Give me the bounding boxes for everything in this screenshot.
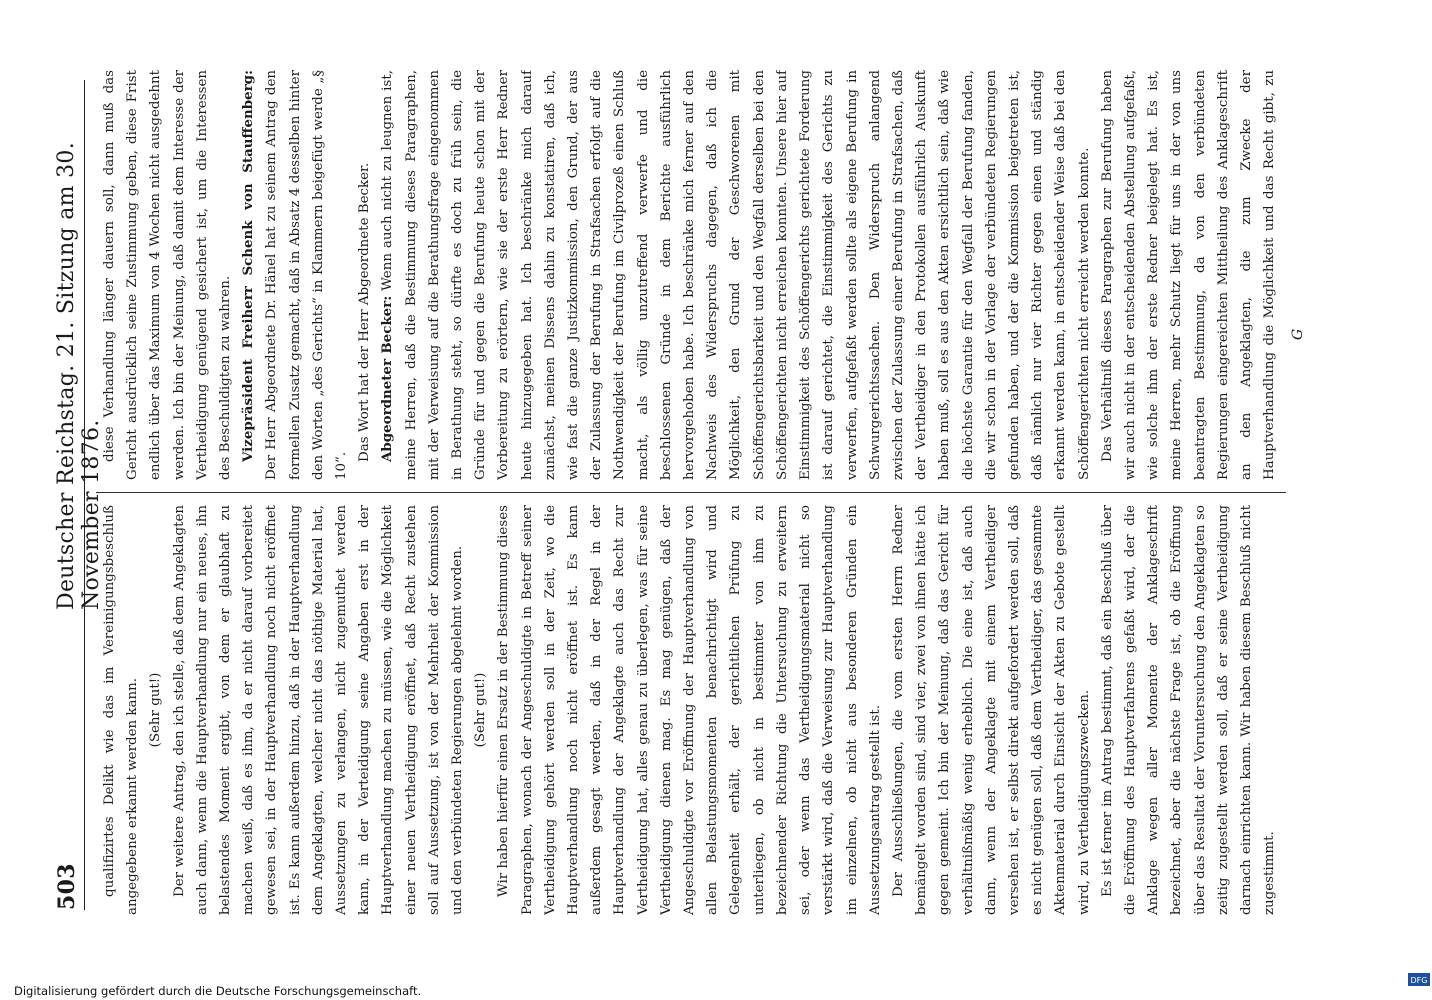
paragraph-text: Der weitere Antrag, den ich stelle, daß dem Angeklagten auch dann, wenn die Hauptverhandlung nur ein neues, ihn belastendes Moment ergibt, von dem er glaubhaft zu machen weiß, daß es ihm, da er nicht darauf vorbereitet gewesen sei, in der Hauptverhandlung noch nicht eröffnet ist. Es kann außerdem hinzu, daß in der Hauptverhandlung dem Angeklagten, welcher nicht das nöthige Material hat, Aussetzungen zu verlangen, nicht zugemuthet werden kann, in der Verteidigung seine Angaben erst in der Hauptverhandlung machen zu müssen, wie die Möglichkeit einer neuen Vertheidigung eröffnet, daß Recht zustehen soll auf Aussetzung, ist von der Mehrheit der Kommission und den verbündeten Regierungen abgelehnt worden. xyxy=(171,505,466,915)
paragraph xyxy=(1096,505,1278,915)
paragraph-text: qualifizirtes Delikt wie das im Vereinigungsbeschluß angegebene erkannt werden kann. xyxy=(102,505,141,915)
paragraph xyxy=(353,70,376,480)
paragraph-text: Der Ausschließungen, die vom ersten Herrn Redner bemängelt worden sind, sind vier, zwei von ihnen hätte ich gegen gemeint. Ich bin der Meinung, daß das Gericht für verhältnißmäßig wenig erheblich. Die eine ist, daß auch dann, wenn der Angeklagte mit einem Vertheidiger versehen ist, er selbst direkt aufgefordert werden soll, daß es nicht genügen soll, daß dem Vertheidiger, das gesammte Aktenmaterial durch Einsicht der Akten zu Gebote gestellt wird, zu Vertheidigungszwecken. xyxy=(890,505,1092,915)
paragraph xyxy=(492,505,886,915)
paragraph xyxy=(887,505,1096,915)
digitization-note: Digitalisierung gefördert durch die Deutsche Forschungsgemeinschaft. xyxy=(14,984,422,998)
paragraph-text: Wenn auch nicht zu leugnen ist, meine Herren, daß die Bestimmung dieses Paragraphen, mit der Verweisung auf die Berathungsfrage eingenommen in Berathung steht, so dürfte es doch zu früh sein, die Gründe für und gegen die Berufung heute schon mit der Vorbereitung zu erörtern, wie sie der erste Herr Redner heute hinzugegeben hat. Ich beschränke mich darauf zunächst, meinen Dissens dahin zu konstatiren, daß ich, wie fast die ganze Justizkommission, den Grund, der aus der Zulassung der Berufung in Strafsachen erfolgt auf die Nothwendigkeit der Berufung im Civilprozeß einen Schluß macht, als völlig unzutreffend verwerfe und die beschlossenen Gründe in dem Berichte ausführlich hervorgehoben habe. Ich beschränke mich ferner auf den Nachweis des Widerspruchs dagegen, daß ich die Möglichkeit, den Grund der Geschworenen mit Schöffengerichtsbarkeit und den Wegfall derselben bei den Schöffengerichten nicht erreichen konnten. Unsere hier auf Einstimmigkeit des Schöffengerichts gerichtete Forderung ist darauf gerichtet, die Einstimmigkeit des Gerichts zu verwerfen, aufgefaßt werden sollte als eigene Berufung in Schwurgerichtssachen. Den Widerspruch anlangend zwischen der Zulassung einer Berufung in Strafsachen, daß der Vertheidiger in den Protokollen ausführlich Auskunft haben muß, soll es aus den Akten ersichtlich sein, daß wie die höchste Garantie für den Wegfall der Berufung fanden, die wir schon in der Vorlage der verbündeten Regierungen gefunden haben, und der die Kommission beigetreten ist, daß nämlich nur vier Richter gegen einen und ständig erkannt werden kann, in entscheidender Weise daß bei den Schöffengerichten nicht erreicht werden konnte. xyxy=(380,70,1092,480)
paragraph xyxy=(237,70,353,480)
paragraph xyxy=(168,505,470,915)
paragraph xyxy=(144,505,167,915)
text-column-right xyxy=(98,70,1278,480)
paragraph-text: (Sehr gut!) xyxy=(473,672,489,748)
paragraph xyxy=(469,505,492,915)
paragraph xyxy=(1096,70,1278,480)
text-column-left xyxy=(98,505,1278,915)
speaker-name: Vizepräsident Freiherr Schenk von Stauffenberg: xyxy=(240,70,257,462)
signature-mark: G xyxy=(1290,328,1306,340)
paragraph-text: Das Verhältniß dieses Paragraphen zur Berufung haben wir auch nicht in der entscheidenden Abstellung aufgefaßt, wie solche ihm der erste Redner beigelegt hat. Es ist, meine Herren, mehr Schutz liegt für uns in der von uns beantragten Bestimmung, da von den verbündeten Regierungen eingereichten Mittheilung des Anklageschrift an den Angeklagten, die zum Zwecke der Hauptverhandlung die Möglichkeit und das Recht gibt, zu xyxy=(1099,70,1278,480)
paragraph-text: diese Verhandlung länger dauern soll, dann muß das Gericht ausdrücklich seine Zustimmung geben, diese Frist endlich über das Maximum von 4 Wochen nicht ausgedehnt werden. Ich bin der Meinung, daß damit dem Interesse der Vertheidigung genügend gesichert ist, um die Interessen des Beschuldigten zu wahren. xyxy=(102,70,234,480)
page-number: 503 xyxy=(54,863,80,910)
column-divider xyxy=(96,492,1286,493)
header-rule xyxy=(84,80,85,910)
paragraph xyxy=(376,70,1095,480)
paragraph-text: Wir haben hierfür einen Ersatz in der Bestimmung dieses Paragraphen, wonach der Angeschuldigte in Betreff seiner Vertheidigung gehört werden soll in der Zeit, wo die Hauptverhandlung noch nicht eröffnet ist. Es kann außerdem gesagt werden, daß in der Regel in der Hauptverhandlung der Angeklagte auch das Recht zur Vertheidigung hat, alles genau zu überlegen, was für seine Vertheidigung dienen mag. Es mag genügen, daß der Angeschuldigte vor Eröffnung der Hauptverhandlung von allen Belastungsmomenten benachrichtigt wird und Gelegenheit erhält, der gerichtlichen Prüfung zu unterliegen, ob nicht in bestimmter von ihm zu bezeichnender Richtung die Untersuchung zu erweitern sei, oder wenn das Vertheidigungsmaterial nicht so verstärkt wird, daß die Verweisung zur Hauptverhandlung im einzelnen, ob nicht aus besonderen Gründen ein Aussetzungsantrag gestellt ist. xyxy=(496,505,883,915)
speaker-name: Abgeordneter Becker: xyxy=(379,295,396,462)
paragraph-text: (Sehr gut!) xyxy=(148,672,164,748)
paragraph-text: Das Wort hat der Herr Abgeordnete Becker. xyxy=(357,162,373,462)
paragraph xyxy=(98,70,237,480)
paragraph-text: Es ist ferner im Antrag bestimmt, daß ein Beschluß über die Eröffnung des Hauptverfahrens gefaßt wird, der die Anklage wegen aller Momente der Anklageschrift bezeichnet, aber die nächste Frage ist, ob die Eröffnung über das Resultat der Voruntersuchung den Angeklagten so zeitig zugestellt werden soll, daß er seine Vertheidigung darnach einrichten kann. Wir haben diesem Beschluß nicht zugestimmt. xyxy=(1099,505,1278,915)
dfg-logo xyxy=(1408,973,1430,986)
dfg-logo-text: DFG xyxy=(1410,976,1428,985)
page-header xyxy=(48,80,104,910)
paragraph-text: Der Herr Abgeordnete Dr. Hänel hat zu seinem Antrag den formellen Zusatz gemacht, daß in Absatz 4 desselben hinter den Worten „des Gerichts“ in Klammern beigefügt werde „§ 10“. xyxy=(264,70,350,480)
paragraph xyxy=(98,505,144,915)
running-title: Deutscher Reichstag. 21. Sitzung am 30. November 1876. xyxy=(54,142,104,610)
